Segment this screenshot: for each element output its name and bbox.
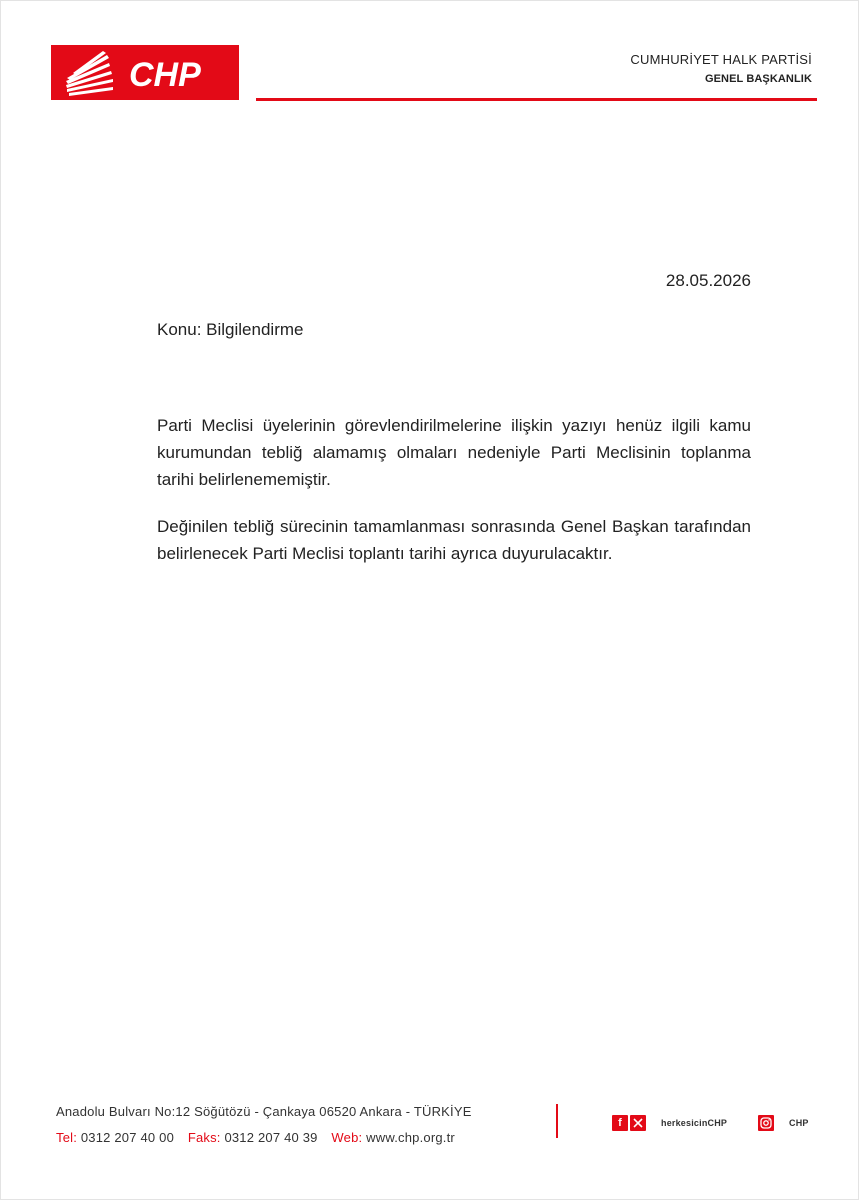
footer-divider <box>556 1104 558 1138</box>
tel-label: Tel: <box>56 1130 78 1145</box>
footer-address: Anadolu Bulvarı No:12 Söğütözü - Çankaya 06520 Ankara - TÜRKİYE <box>56 1104 472 1119</box>
tel-value: 0312 207 40 00 <box>80 1130 175 1145</box>
org-unit: GENEL BAŞKANLIK <box>704 73 812 85</box>
x-icon[interactable] <box>630 1115 646 1131</box>
fax-value: 0312 207 40 39 <box>224 1130 318 1145</box>
letter-paragraph: Parti Meclisi üyelerinin görevlendirilmelerine ilişkin yazıyı henüz ilgili kamu kurumundan tebliğ alamamış olmaları nedeniyle Parti Meclisinin toplanma tarihi belirlenememiştir. <box>157 416 751 489</box>
social-handle-text: CHP <box>789 1118 809 1128</box>
letter-subject: Konu: Bilgilendirme <box>157 320 304 339</box>
header-divider <box>256 98 817 101</box>
chp-logo <box>51 45 239 100</box>
footer-contact <box>56 1130 455 1145</box>
social-handle-chp[interactable] <box>758 1115 809 1131</box>
fax-label: Faks: <box>187 1130 221 1145</box>
web-label: Web: <box>331 1130 363 1145</box>
letter-date: 28.05.2026 <box>665 271 751 290</box>
instagram-icon[interactable] <box>758 1115 774 1131</box>
social-handle-text: herkesicinCHP <box>661 1118 728 1128</box>
org-name: CUMHURİYET HALK PARTİSİ <box>630 52 812 67</box>
web-link[interactable]: www.chp.org.tr <box>366 1130 455 1145</box>
logo-text: CHP <box>129 56 201 94</box>
facebook-icon[interactable]: f <box>612 1115 628 1131</box>
social-handle-herkesicinchp[interactable] <box>612 1115 727 1131</box>
letter-paragraph: Değinilen tebliğ sürecinin tamamlanması sonrasında Genel Başkan tarafından belirlenecek Parti Meclisi toplantı tarihi ayrıca duyurulacaktır. <box>157 517 751 563</box>
organization-heading <box>630 52 812 85</box>
